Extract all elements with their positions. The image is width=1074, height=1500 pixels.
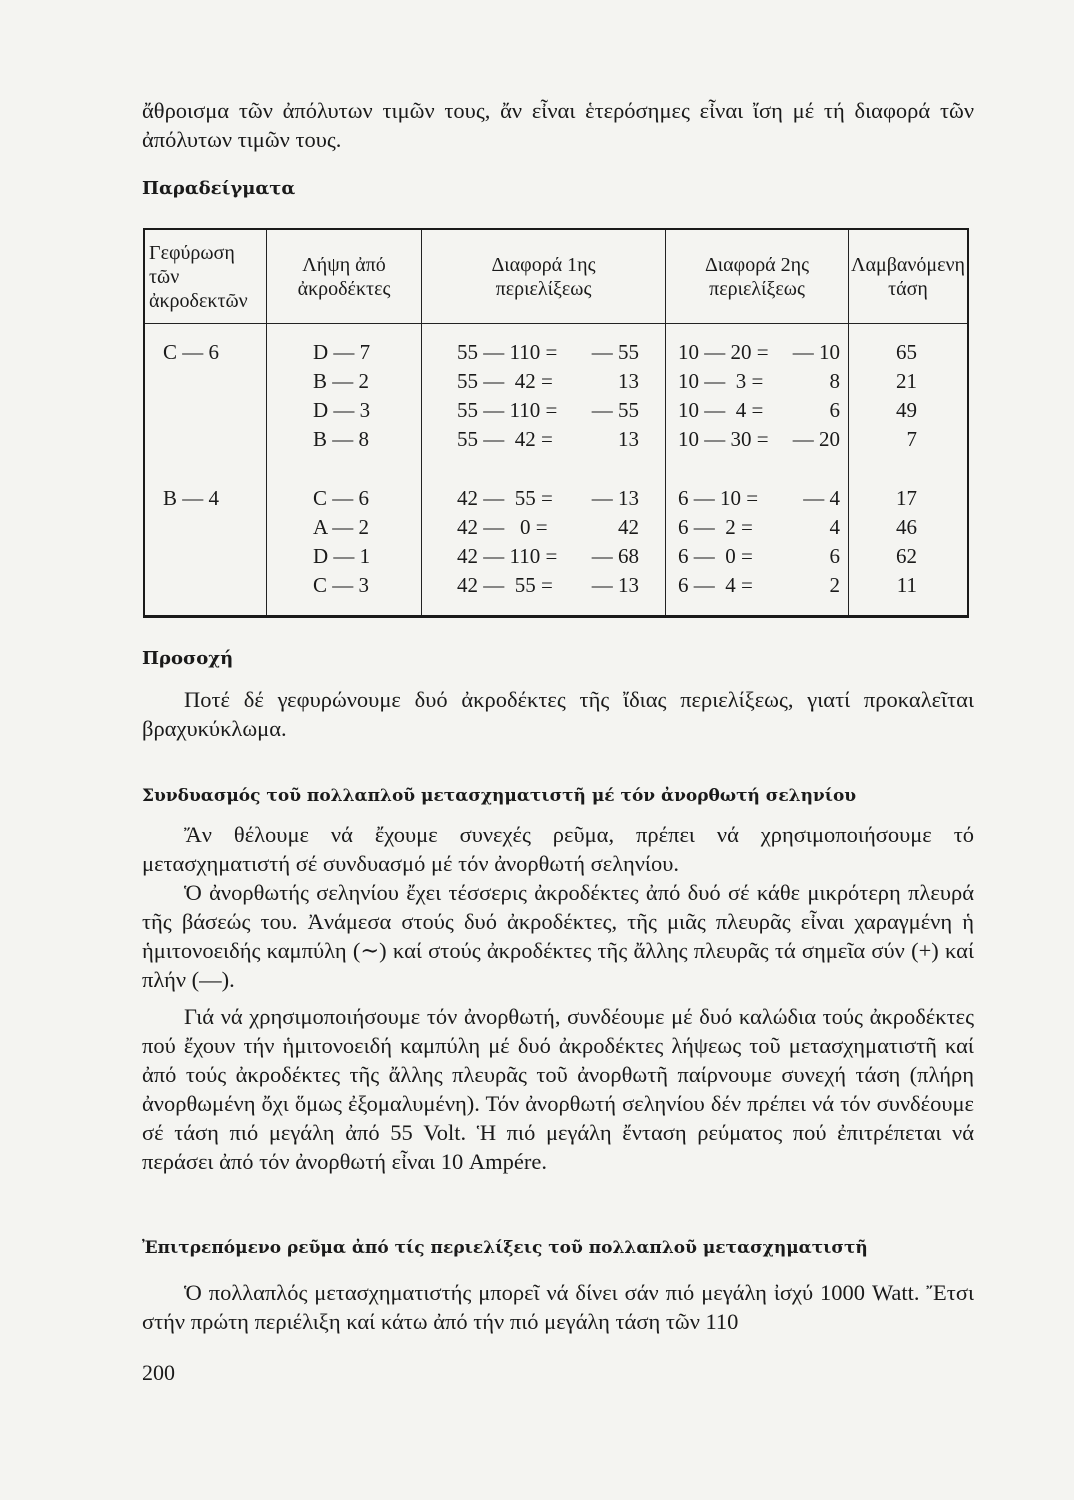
cell-d1a: 42 — 0 = bbox=[457, 515, 548, 539]
cell-v: 17 bbox=[896, 486, 917, 510]
cell-d1b: — 13 bbox=[591, 573, 639, 597]
table-row bbox=[145, 544, 967, 573]
cell-d2a: 6 — 0 = bbox=[678, 544, 753, 568]
table-row bbox=[145, 573, 967, 602]
section1-paragraph-3: Γιά νά χρησιμοποιήσουμε τόν ἀνορθωτή, συνδέουμε μέ δυό καλώδια τούς ἀκροδέκτες πού ἔχουν τήν ἡμιτονοειδή καμπύλη μέ δυό ἀκροδέκτες λήψεως τοῦ μετασχηματιστῆ καί ἀπό τούς ἀκροδέκτες τῆς ἄλλης πλευρᾶς τοῦ ἀνορθωτῆ παίρνουμε συνεχή τάση (πλήρη ἀνορθωμένη ὄχι ὅμως ἐξομαλυμένη). Τόν ἀνορθωτή σεληνίου δέν πρέπει νά τόν συνδέουμε σέ τάση πιό μεγάλη ἀπό 55 Volt. Ἡ πιό μεγάλη ἔνταση ρεύματος πού ἐπιτρέπεται νά περάσει ἀπό τόν ἀνορθωτή εἶναι 10 Ampére. bbox=[142, 1004, 974, 1174]
cell-tap: D — 7 bbox=[313, 340, 371, 364]
header-diff2: Διαφορά 2ης περιελίξεως bbox=[704, 253, 810, 300]
cell-d1b: 42 bbox=[618, 515, 639, 539]
section2-paragraph-1: Ὁ πολλαπλός μετασχηματιστής μπορεῖ νά δίνει σάν πιό μεγάλη ἰσχύ 1000 Watt. Ἔτσι στήν πρώτη περιέλιξη καί κάτω ἀπό τήν πιό μεγάλη τάση τῶν 110 bbox=[142, 1280, 974, 1334]
table-row bbox=[145, 398, 967, 427]
cell-d2a: 6 — 4 = bbox=[678, 573, 753, 597]
cell-d1b: 13 bbox=[618, 369, 639, 393]
cell-d1a: 55 — 42 = bbox=[457, 369, 553, 393]
cell-d1a: 55 — 110 = bbox=[457, 340, 558, 364]
cell-d1b: — 68 bbox=[591, 544, 639, 568]
cell-tap: C — 6 bbox=[313, 486, 370, 510]
cell-d1a: 55 — 110 = bbox=[457, 398, 558, 422]
cell-d2b: 2 bbox=[829, 573, 840, 597]
cell-d2a: 10 — 20 = bbox=[678, 340, 769, 364]
cell-tap: D — 3 bbox=[313, 398, 371, 422]
cell-tap: B — 8 bbox=[313, 427, 370, 451]
cell-d2b: — 20 bbox=[792, 427, 840, 451]
cell-bridge: C — 6 bbox=[163, 340, 220, 364]
header-voltage: Λαμβανόμενη τάση bbox=[850, 253, 966, 300]
cell-d2b: — 4 bbox=[803, 486, 840, 510]
cell-d2b: 8 bbox=[829, 369, 840, 393]
cell-v: 62 bbox=[896, 544, 917, 568]
cell-tap: A — 2 bbox=[313, 515, 370, 539]
cell-d2a: 10 — 4 = bbox=[678, 398, 764, 422]
section2-heading: Ἐπιτρεπόμενο ρεῦμα ἀπό τίς περιελίξεις τοῦ πολλαπλοῦ μετασχηματιστῆ bbox=[142, 1238, 868, 1258]
cell-d2b: — 10 bbox=[792, 340, 840, 364]
cell-d1b: — 55 bbox=[591, 340, 639, 364]
cell-d2b: 6 bbox=[829, 544, 840, 568]
cell-tap: B — 2 bbox=[313, 369, 370, 393]
cell-tap: C — 3 bbox=[313, 573, 370, 597]
table-row bbox=[145, 369, 967, 398]
cell-d1a: 42 — 110 = bbox=[457, 544, 558, 568]
examples-heading: Παραδείγματα bbox=[142, 178, 296, 199]
cell-d2a: 6 — 10 = bbox=[678, 486, 759, 510]
cell-d1a: 55 — 42 = bbox=[457, 427, 553, 451]
caution-paragraph: Ποτέ δέ γεφυρώνουμε δυό ἀκροδέκτες τῆς ἴδιας περιελίξεως, γιατί προκαλεῖται βραχυκύκλωμα. bbox=[142, 687, 974, 741]
cell-v: 65 bbox=[896, 340, 917, 364]
cell-d1b: — 13 bbox=[591, 486, 639, 510]
header-taps: Λήψη ἀπό ἀκροδέκτες bbox=[297, 253, 391, 300]
section1-paragraph-2: Ὁ ἀνορθωτής σεληνίου ἔχει τέσσερις ἀκροδέκτες ἀπό δυό σέ κάθε μικρότερη πλευρά τῆς βάσεώς του. Ἀνάμεσα στούς δυό ἀκροδέκτες, τῆς μιᾶς πλευρᾶς εἶναι χαραγμένη ἡ ἡμιτονοειδής καμπύλη (∼) καί στούς ἀκροδέκτες τῆς ἄλλης πλευρᾶς τά σημεῖα σύν (+) καί πλήν (—). bbox=[142, 880, 974, 992]
header-bridge: Γεφύρωση τῶν ἀκροδεκτῶν bbox=[149, 241, 248, 312]
section1-paragraph-1: Ἄν θέλουμε νά ἔχουμε συνεχές ρεῦμα, πρέπει νά χρησιμοποιήσουμε τό μετασχηματιστή σέ συνδυασμό μέ τόν ἀνορθωτή σεληνίου. bbox=[142, 822, 974, 876]
cell-d1a: 42 — 55 = bbox=[457, 486, 553, 510]
section1-heading: Συνδυασμός τοῦ πολλαπλοῦ μετασχηματιστῆ μέ τόν ἀνορθωτή σεληνίου bbox=[142, 786, 857, 806]
table-row bbox=[145, 427, 967, 456]
cell-v: 49 bbox=[896, 398, 917, 422]
cell-d1b: — 55 bbox=[591, 398, 639, 422]
cell-v: 21 bbox=[896, 369, 917, 393]
bridging-table bbox=[143, 228, 969, 618]
caution-heading: Προσοχή bbox=[142, 648, 234, 669]
cell-d2b: 6 bbox=[829, 398, 840, 422]
cell-bridge: B — 4 bbox=[163, 486, 220, 510]
cell-d1b: 13 bbox=[618, 427, 639, 451]
header-diff1: Διαφορά 1ης περιελίξεως bbox=[491, 253, 596, 300]
page-number: 200 bbox=[142, 1360, 175, 1385]
cell-v: 11 bbox=[896, 573, 917, 597]
cell-v: 46 bbox=[896, 515, 917, 539]
cell-d2a: 10 — 30 = bbox=[678, 427, 769, 451]
cell-tap: D — 1 bbox=[313, 544, 371, 568]
intro-paragraph: ἄθροισμα τῶν ἀπόλυτων τιμῶν τους, ἄν εἶναι ἑτερόσημες εἶναι ἴση μέ τή διαφορά τῶν ἀπόλυτων τιμῶν τους. bbox=[142, 98, 974, 152]
table-row bbox=[145, 340, 967, 369]
cell-d2a: 10 — 3 = bbox=[678, 369, 764, 393]
cell-v: 7 bbox=[906, 427, 917, 451]
table-row bbox=[145, 515, 967, 544]
table-row bbox=[145, 486, 967, 515]
cell-d2a: 6 — 2 = bbox=[678, 515, 753, 539]
cell-d1a: 42 — 55 = bbox=[457, 573, 553, 597]
cell-d2b: 4 bbox=[829, 515, 840, 539]
